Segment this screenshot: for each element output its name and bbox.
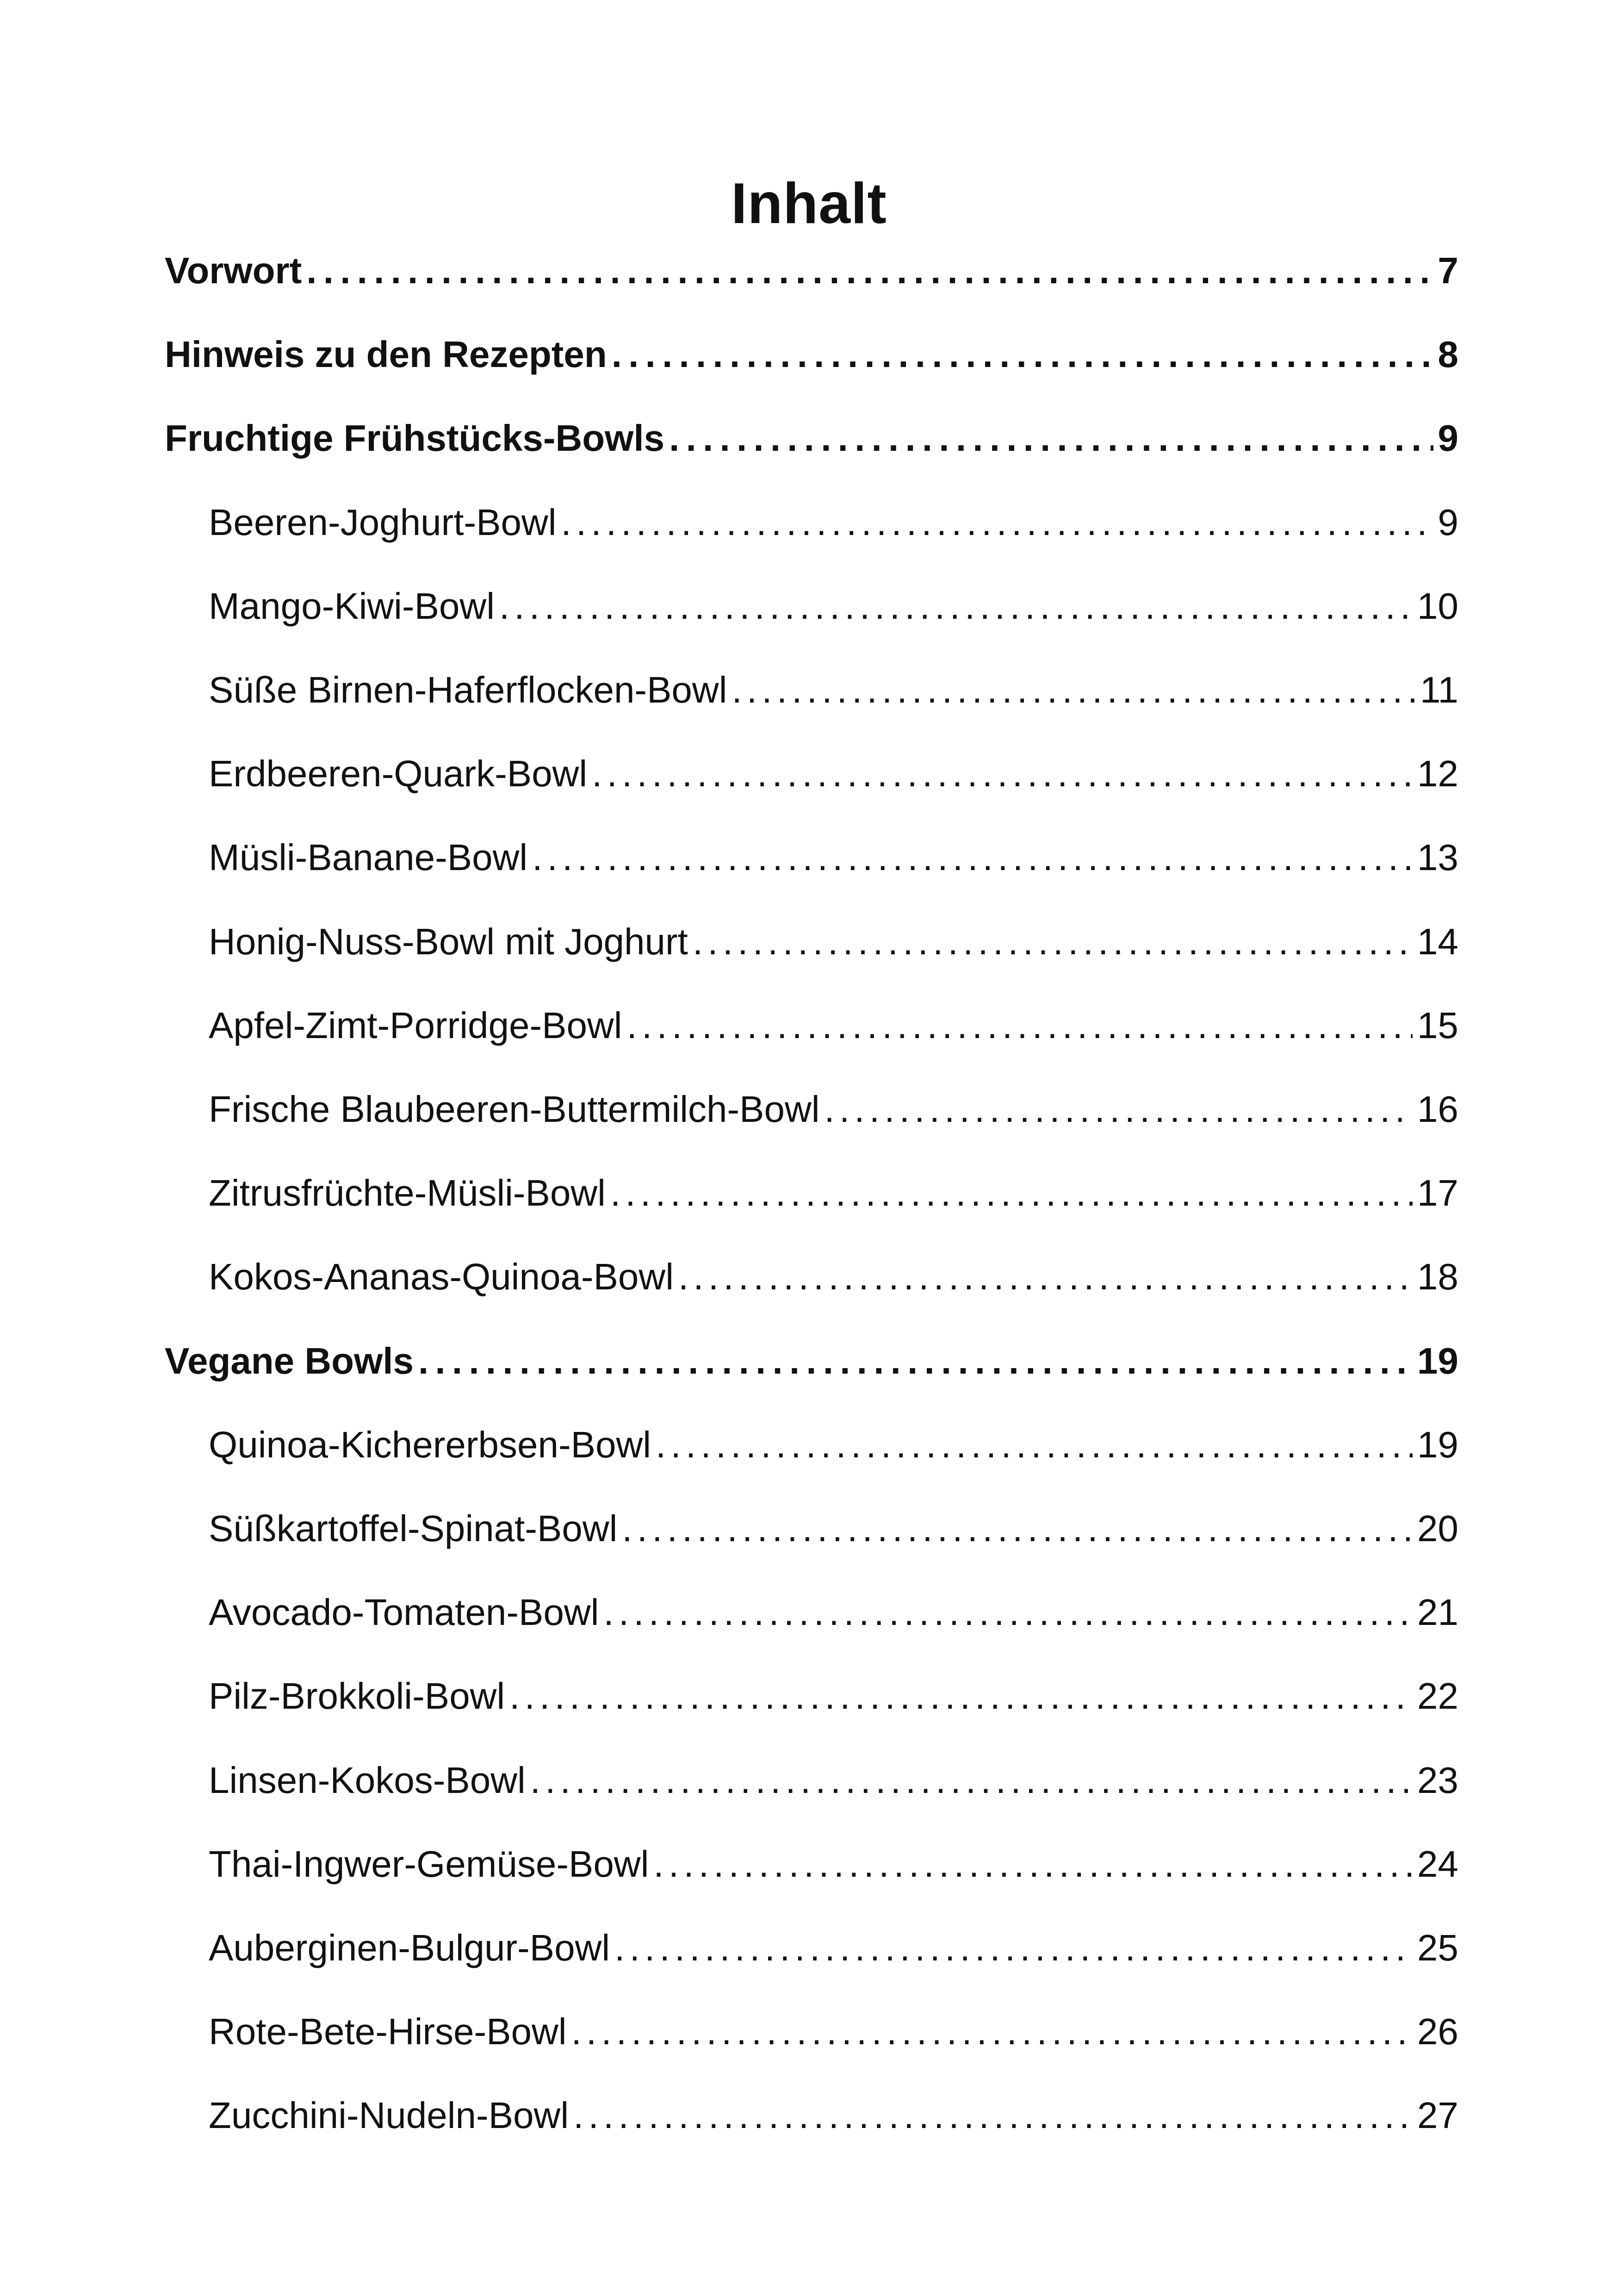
page-title: Inhalt bbox=[731, 172, 887, 236]
toc-entry[interactable] bbox=[165, 1333, 1458, 1389]
toc-entry[interactable] bbox=[209, 1753, 1458, 1808]
toc-entry-page-number: 16 bbox=[1417, 1089, 1458, 1130]
toc-entry-label: Mango-Kiwi-Bowl bbox=[209, 585, 495, 627]
toc-entry-page-number: 10 bbox=[1417, 585, 1458, 627]
toc-entry-page-number: 13 bbox=[1417, 837, 1458, 878]
toc-entry[interactable] bbox=[209, 495, 1458, 550]
toc-entry[interactable] bbox=[209, 1165, 1458, 1221]
toc-entry[interactable] bbox=[209, 662, 1458, 718]
toc-entry[interactable] bbox=[209, 1836, 1458, 1892]
toc-entry-label: Müsli-Banane-Bowl bbox=[209, 837, 528, 878]
dot-leader bbox=[656, 1417, 1413, 1473]
toc-entry-label: Fruchtige Frühstücks-Bowls bbox=[165, 417, 665, 459]
dot-leader bbox=[669, 411, 1433, 466]
toc-entry[interactable] bbox=[209, 2088, 1458, 2143]
toc-entry-page-number: 11 bbox=[1420, 669, 1458, 710]
toc-entry-page-number: 22 bbox=[1417, 1675, 1458, 1717]
dot-leader bbox=[653, 1836, 1413, 1892]
toc-entry-page-number: 19 bbox=[1417, 1340, 1458, 1381]
toc-entry-page-number: 20 bbox=[1417, 1508, 1458, 1549]
toc-entry[interactable] bbox=[209, 998, 1458, 1053]
dot-leader bbox=[571, 2004, 1413, 2060]
toc-entry-page-number: 12 bbox=[1417, 753, 1458, 794]
toc-entry-page-number: 8 bbox=[1438, 334, 1458, 375]
toc-entry-label: Avocado-Tomaten-Bowl bbox=[209, 1592, 599, 1633]
toc-entry-label: Quinoa-Kichererbsen-Bowl bbox=[209, 1424, 651, 1465]
dot-leader bbox=[530, 1753, 1413, 1808]
toc-entry-page-number: 9 bbox=[1438, 502, 1458, 543]
dot-leader bbox=[532, 830, 1413, 885]
dot-leader bbox=[610, 1165, 1413, 1221]
toc-entry-label: Auberginen-Bulgur-Bowl bbox=[209, 1927, 610, 1968]
toc-entry-label: Thai-Ingwer-Gemüse-Bowl bbox=[209, 1843, 649, 1885]
toc-entry-label: Süßkartoffel-Spinat-Bowl bbox=[209, 1508, 618, 1549]
dot-leader bbox=[509, 1668, 1413, 1724]
toc-entry-page-number: 15 bbox=[1417, 1005, 1458, 1046]
toc-entry-label: Hinweis zu den Rezepten bbox=[165, 334, 607, 375]
dot-leader bbox=[614, 1920, 1413, 1976]
toc-entry[interactable] bbox=[209, 579, 1458, 634]
toc-entry-label: Linsen-Kokos-Bowl bbox=[209, 1760, 526, 1801]
toc-entry-label: Honig-Nuss-Bowl mit Joghurt bbox=[209, 921, 688, 962]
dot-leader bbox=[678, 1249, 1413, 1305]
dot-leader bbox=[499, 579, 1413, 634]
toc-entry[interactable] bbox=[209, 1249, 1458, 1305]
dot-leader bbox=[824, 1082, 1413, 1137]
dot-leader bbox=[418, 1333, 1413, 1389]
toc-entry-label: Zitrusfrüchte-Müsli-Bowl bbox=[209, 1172, 606, 1213]
toc-entry[interactable] bbox=[209, 1417, 1458, 1473]
dot-leader bbox=[573, 2088, 1413, 2143]
toc-entry-label: Beeren-Joghurt-Bowl bbox=[209, 502, 557, 543]
dot-leader bbox=[306, 243, 1433, 299]
dot-leader bbox=[603, 1585, 1413, 1640]
toc-entry-page-number: 17 bbox=[1417, 1172, 1458, 1213]
dot-leader bbox=[627, 998, 1413, 1053]
toc-entry-page-number: 14 bbox=[1417, 921, 1458, 962]
toc-entry[interactable] bbox=[209, 746, 1458, 802]
toc-entry[interactable] bbox=[209, 1585, 1458, 1640]
toc-entry-page-number: 19 bbox=[1417, 1424, 1458, 1465]
dot-leader bbox=[622, 1501, 1413, 1556]
toc-entry-label: Pilz-Brokkoli-Bowl bbox=[209, 1675, 505, 1717]
toc-entry-page-number: 21 bbox=[1417, 1592, 1458, 1633]
toc-entry[interactable] bbox=[209, 1082, 1458, 1137]
toc-entry-label: Vorwort bbox=[165, 250, 302, 291]
toc-entry[interactable] bbox=[165, 411, 1458, 466]
toc-entry[interactable] bbox=[209, 1668, 1458, 1724]
toc-entry[interactable] bbox=[209, 1501, 1458, 1556]
toc-entry[interactable] bbox=[209, 830, 1458, 885]
dot-leader bbox=[592, 746, 1413, 802]
toc-entry-label: Erdbeeren-Quark-Bowl bbox=[209, 753, 588, 794]
toc-entry[interactable] bbox=[165, 327, 1458, 382]
toc-entry-page-number: 24 bbox=[1417, 1843, 1458, 1885]
toc-entry[interactable] bbox=[209, 914, 1458, 970]
toc-entry-label: Frische Blaubeeren-Buttermilch-Bowl bbox=[209, 1089, 820, 1130]
dot-leader bbox=[732, 662, 1415, 718]
toc-entry-page-number: 23 bbox=[1417, 1760, 1458, 1801]
toc-entry-label: Vegane Bowls bbox=[165, 1340, 414, 1381]
toc-entry-label: Zucchini-Nudeln-Bowl bbox=[209, 2095, 569, 2136]
toc-entry-label: Süße Birnen-Haferflocken-Bowl bbox=[209, 669, 727, 710]
toc-entry-page-number: 26 bbox=[1417, 2011, 1458, 2052]
toc-entry[interactable] bbox=[165, 243, 1458, 299]
toc-entry-label: Rote-Bete-Hirse-Bowl bbox=[209, 2011, 567, 2052]
dot-leader bbox=[612, 327, 1433, 382]
dot-leader bbox=[561, 495, 1433, 550]
dot-leader bbox=[693, 914, 1413, 970]
toc-entry-page-number: 25 bbox=[1417, 1927, 1458, 1968]
toc-entry[interactable] bbox=[209, 1920, 1458, 1976]
toc-entry-page-number: 9 bbox=[1438, 417, 1458, 459]
toc-entry-page-number: 7 bbox=[1438, 250, 1458, 291]
toc-entry-page-number: 18 bbox=[1417, 1256, 1458, 1297]
toc-entry-label: Apfel-Zimt-Porridge-Bowl bbox=[209, 1005, 622, 1046]
toc-entry-page-number: 27 bbox=[1417, 2095, 1458, 2136]
toc-entry[interactable] bbox=[209, 2004, 1458, 2060]
toc-entry-label: Kokos-Ananas-Quinoa-Bowl bbox=[209, 1256, 674, 1297]
